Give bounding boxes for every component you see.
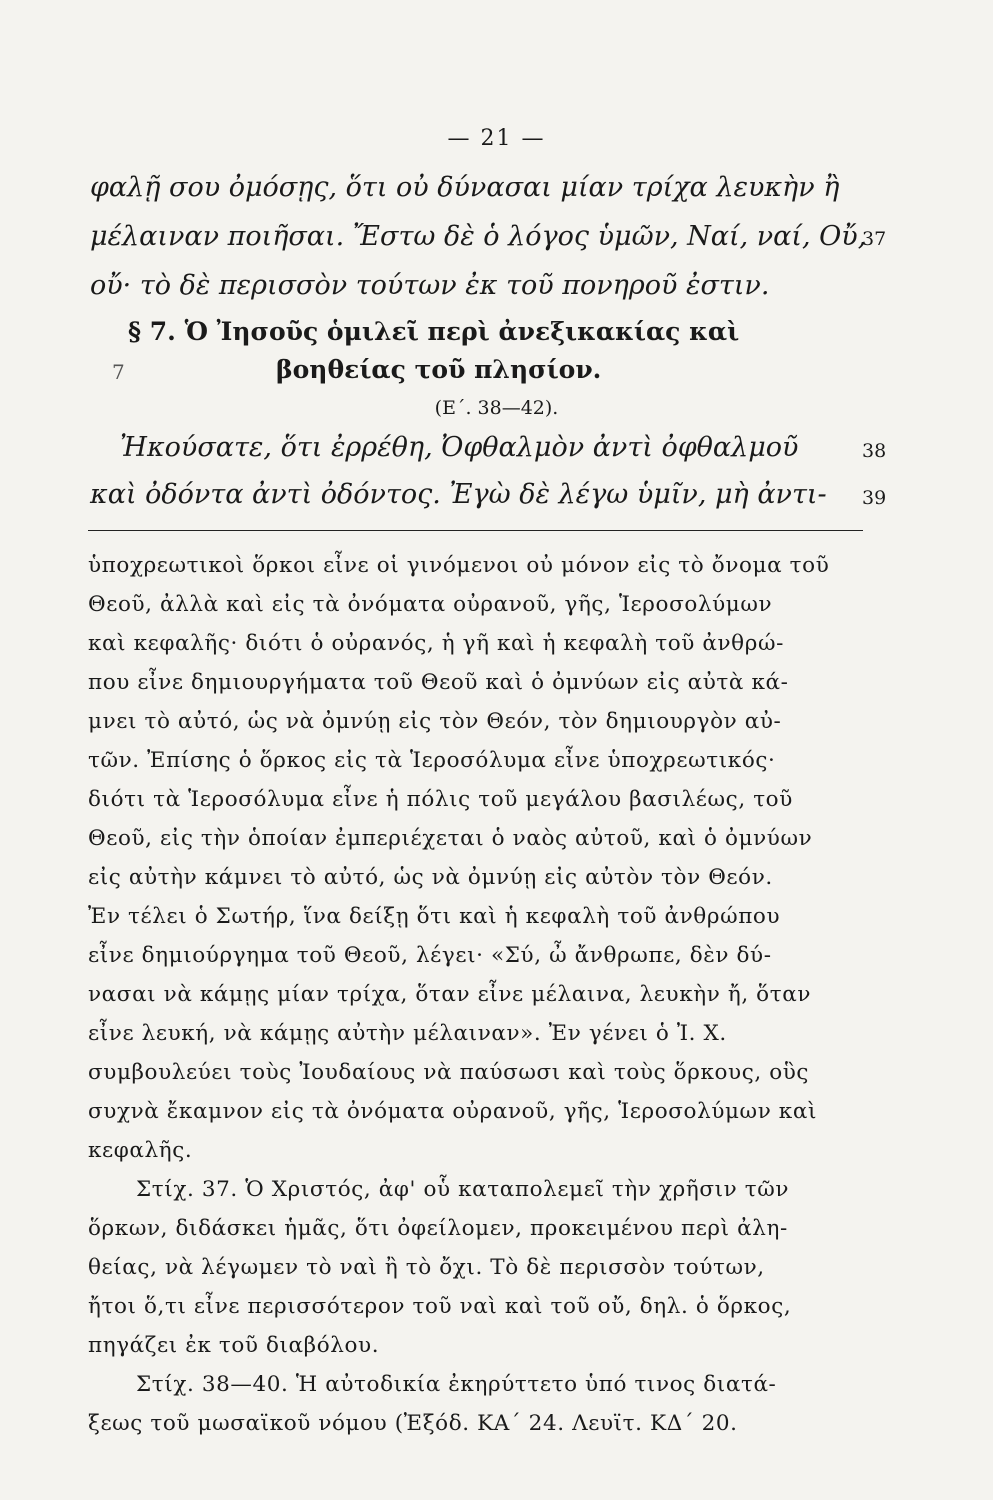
verse-number: 38	[862, 440, 887, 462]
commentary-line: ἤτοι ὅ,τι εἶνε περισσότερον τοῦ ναὶ καὶ τοῦ οὔ, δηλ. ὁ ὅρκος,	[88, 1294, 792, 1319]
verse-number: 39	[862, 487, 887, 509]
commentary-line: εἰς αὐτὴν κάμνει τὸ αὐτό, ὡς νὰ ὀμνύῃ εἰς αὐτὸν τὸν Θεόν.	[88, 865, 773, 890]
commentary-line: τῶν. Ἐπίσης ὁ ὅρκος εἰς τὰ Ἱεροσόλυμα εἶνε ὑποχρεωτικός·	[88, 748, 776, 773]
margin-pencil-mark: 7	[112, 360, 125, 384]
commentary-line: εἶνε δημιούργημα τοῦ Θεοῦ, λέγει· «Σύ, ὦ ἄνθρωπε, δὲν δύ-	[88, 943, 772, 968]
section-heading-cont: βοηθείας τοῦ πλησίον.	[276, 355, 602, 384]
page-number: — 21 —	[447, 126, 546, 151]
commentary-line: ξεως τοῦ μωσαϊκοῦ νόμου (Ἐξόδ. ΚΑ΄ 24. Λευϊτ. ΚΔ΄ 20.	[88, 1411, 738, 1436]
verse-line: Ἠκούσατε, ὅτι ἐρρέθη, Ὀφθαλμὸν ἀντὶ ὀφθαλμοῦ	[120, 432, 799, 463]
commentary-line: καὶ κεφαλῆς· διότι ὁ οὐρανός, ἡ γῆ καὶ ἡ κεφαλὴ τοῦ ἀνθρώ-	[88, 631, 784, 656]
verse-line: φαλῇ σου ὀμόσῃς, ὅτι οὐ δύνασαι μίαν τρίχα λευκὴν ἢ	[90, 172, 840, 203]
verse-line: καὶ ὀδόντα ἀντὶ ὀδόντος. Ἐγὼ δὲ λέγω ὑμῖν, μὴ ἀντι-	[90, 479, 827, 510]
commentary-line: ὅρκων, διδάσκει ἡμᾶς, ὅτι ὀφείλομεν, προκειμένου περὶ ἀλη-	[88, 1216, 788, 1241]
section-heading: § 7. Ὁ Ἰησοῦς ὁμιλεῖ περὶ ἀνεξικακίας καὶ	[128, 317, 740, 346]
commentary-line: νασαι νὰ κάμῃς μίαν τρίχα, ὅταν εἶνε μέλαινα, λευκὴν ἤ, ὅταν	[88, 982, 812, 1007]
commentary-line: εἶνε λευκή, νὰ κάμῃς αὐτὴν μέλαιναν». Ἐν γένει ὁ Ἰ. Χ.	[88, 1021, 727, 1046]
verse-number: 37	[862, 228, 887, 250]
commentary-line: Θεοῦ, εἰς τὴν ὁποίαν ἐμπεριέχεται ὁ ναὸς αὐτοῦ, καὶ ὁ ὀμνύων	[88, 826, 813, 851]
commentary-line: που εἶνε δημιουργήματα τοῦ Θεοῦ καὶ ὁ ὀμνύων εἰς αὐτὰ κά-	[88, 670, 789, 695]
verse-line: οὔ· τὸ δὲ περισσὸν τούτων ἐκ τοῦ πονηροῦ ἐστιν.	[90, 270, 770, 301]
commentary-line: μνει τὸ αὐτό, ὡς νὰ ὀμνύῃ εἰς τὸν Θεόν, τὸν δημιουργὸν αὐ-	[88, 709, 782, 734]
commentary-line: ὑποχρεωτικοὶ ὅρκοι εἶνε οἱ γινόμενοι οὐ μόνον εἰς τὸ ὄνομα τοῦ	[88, 553, 830, 578]
footnote-rule	[88, 530, 863, 531]
commentary-line: Ἐν τέλει ὁ Σωτήρ, ἵνα δείξῃ ὅτι καὶ ἡ κεφαλὴ τοῦ ἀνθρώπου	[88, 904, 781, 929]
commentary-line: συμβουλεύει τοὺς Ἰουδαίους νὰ παύσωσι καὶ τοὺς ὅρκους, οὓς	[88, 1060, 810, 1085]
commentary-line: πηγάζει ἐκ τοῦ διαβόλου.	[88, 1333, 380, 1358]
commentary-line: Στίχ. 38—40. Ἡ αὐτοδικία ἐκηρύττετο ὑπό τινος διατά-	[136, 1372, 777, 1397]
commentary-line: διότι τὰ Ἱεροσόλυμα εἶνε ἡ πόλις τοῦ μεγάλου βασιλέως, τοῦ	[88, 787, 793, 812]
commentary-line: Θεοῦ, ἀλλὰ καὶ εἰς τὰ ὀνόματα οὐρανοῦ, γῆς, Ἱεροσολύμων	[88, 592, 773, 617]
commentary-line: κεφαλῆς.	[88, 1138, 193, 1163]
commentary-line: Στίχ. 37. Ὁ Χριστός, ἀφ' οὗ καταπολεμεῖ τὴν χρῆσιν τῶν	[136, 1177, 790, 1202]
section-reference: (Ε΄. 38—42).	[434, 397, 559, 419]
commentary-line: συχνὰ ἔκαμνον εἰς τὰ ὀνόματα οὐρανοῦ, γῆς, Ἱεροσολύμων καὶ	[88, 1099, 817, 1124]
verse-line: μέλαιναν ποιῆσαι. Ἔστω δὲ ὁ λόγος ὑμῶν, Ναί, ναί, Οὔ,	[90, 221, 867, 252]
commentary-line: θείας, νὰ λέγωμεν τὸ ναὶ ἢ τὸ ὄχι. Τὸ δὲ περισσὸν τούτων,	[88, 1255, 765, 1280]
